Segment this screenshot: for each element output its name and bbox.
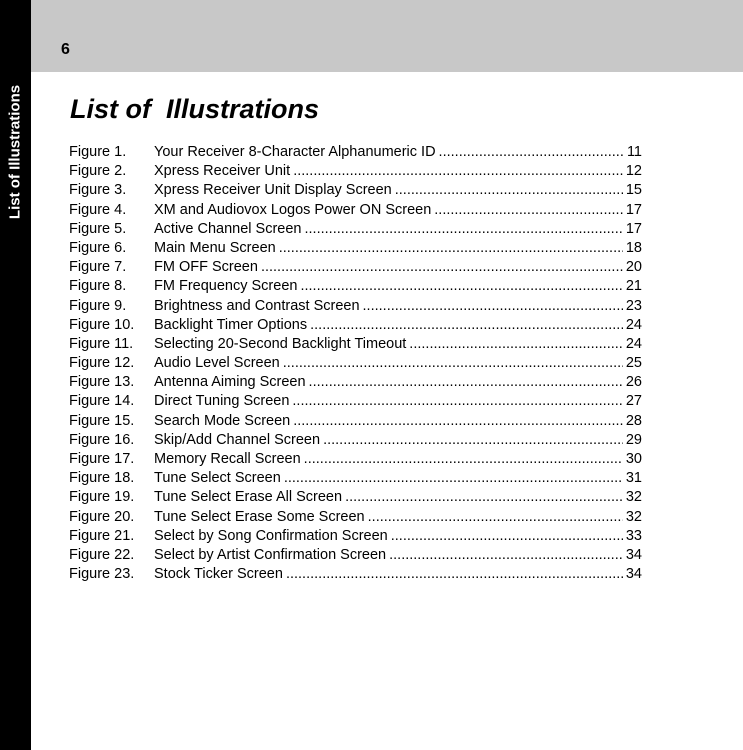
figure-page: 32 — [625, 508, 642, 525]
figure-page: 25 — [625, 355, 642, 372]
toc-entry[interactable] — [69, 508, 642, 527]
dot-leader — [283, 354, 623, 373]
figure-number: Figure 1. — [69, 144, 127, 160]
figure-title: Brightness and Contrast Screen — [154, 297, 360, 314]
toc-entry[interactable] — [69, 239, 642, 258]
toc-entry[interactable] — [69, 373, 642, 392]
dot-leader — [293, 412, 623, 431]
dot-leader — [304, 450, 623, 469]
figure-page: 18 — [625, 239, 642, 256]
side-section-label: List of Illustrations — [6, 84, 24, 220]
figure-title: Antenna Aiming Screen — [154, 374, 306, 391]
toc-entry[interactable] — [69, 181, 642, 200]
figure-title: Active Channel Screen — [154, 220, 302, 237]
figure-number: Figure 21. — [69, 527, 135, 544]
figure-title: Stock Ticker Screen — [154, 566, 283, 583]
toc-entry[interactable] — [69, 143, 642, 162]
toc-entry[interactable] — [69, 469, 642, 488]
toc-entry[interactable] — [69, 565, 642, 584]
toc-entry[interactable] — [69, 431, 642, 450]
figure-number: Figure 18. — [69, 470, 135, 487]
figure-page: 11 — [626, 144, 642, 160]
dot-leader — [363, 297, 623, 316]
figure-number: Figure 9. — [69, 297, 127, 314]
figure-page: 34 — [625, 566, 642, 583]
figure-page: 27 — [625, 393, 642, 410]
dot-leader — [395, 181, 623, 200]
figure-number: Figure 3. — [69, 182, 127, 199]
dot-leader — [368, 508, 623, 527]
dot-leader — [293, 162, 623, 181]
figure-number: Figure 16. — [69, 431, 135, 448]
figure-title: Search Mode Screen — [154, 412, 291, 429]
figure-title: Xpress Receiver Unit Display Screen — [154, 182, 392, 199]
toc-entry[interactable] — [69, 488, 642, 507]
figure-page: 17 — [625, 220, 642, 237]
dot-leader — [323, 431, 623, 450]
figure-number: Figure 15. — [69, 412, 135, 429]
toc-entry[interactable] — [69, 354, 642, 373]
page-title: List of Illustrations — [70, 94, 320, 124]
figure-number: Figure 20. — [69, 508, 135, 525]
figure-title: Skip/Add Channel Screen — [154, 431, 321, 448]
figure-title: Tune Select Erase Some Screen — [154, 508, 365, 525]
figure-number: Figure 6. — [69, 239, 127, 256]
figure-number: Figure 4. — [69, 201, 127, 218]
figure-number: Figure 23. — [69, 566, 135, 583]
figure-title: FM OFF Screen — [154, 259, 258, 276]
figure-number: Figure 19. — [69, 489, 135, 506]
toc-entry[interactable] — [69, 335, 642, 354]
page-number: 6 — [61, 41, 70, 58]
figure-title: Memory Recall Screen — [154, 451, 301, 467]
toc-entry[interactable] — [69, 258, 642, 277]
dot-leader — [310, 316, 623, 335]
figure-title: Xpress Receiver Unit — [154, 163, 291, 180]
page-header — [31, 0, 743, 72]
dot-leader — [309, 373, 623, 392]
figure-title: XM and Audiovox Logos Power ON Screen — [154, 201, 432, 218]
toc-entry[interactable] — [69, 412, 642, 431]
dot-leader — [391, 527, 623, 546]
dot-leader — [409, 335, 623, 354]
figure-title: Backlight Timer Options — [154, 316, 308, 333]
toc-entry[interactable] — [69, 527, 642, 546]
figure-page: 34 — [625, 546, 642, 563]
figure-title: FM Frequency Screen — [154, 278, 298, 295]
toc-entry[interactable] — [69, 392, 642, 411]
figure-title: Tune Select Erase All Screen — [154, 489, 343, 506]
figure-title: Direct Tuning Screen — [154, 393, 290, 410]
figure-number: Figure 8. — [69, 278, 127, 295]
figure-number: Figure 22. — [69, 546, 135, 563]
dot-leader — [300, 277, 622, 296]
figure-number: Figure 11. — [69, 335, 134, 352]
figure-page: 33 — [625, 527, 642, 544]
figure-title: Your Receiver 8-Character Alphanumeric ID — [154, 144, 436, 160]
figure-number: Figure 13. — [69, 374, 135, 391]
figure-title: Selecting 20-Second Backlight Timeout — [154, 335, 407, 352]
dot-leader — [305, 220, 623, 239]
dot-leader — [345, 488, 623, 507]
dot-leader — [434, 201, 623, 220]
toc-entry[interactable] — [69, 450, 642, 469]
dot-leader — [261, 258, 623, 277]
toc-entry[interactable] — [69, 316, 642, 335]
figure-page: 24 — [625, 316, 642, 333]
figure-page: 31 — [625, 470, 642, 487]
figure-title: Tune Select Screen — [154, 470, 281, 487]
figure-page: 21 — [625, 278, 642, 295]
dot-leader — [439, 143, 624, 162]
figure-page: 24 — [625, 335, 642, 352]
dot-leader — [279, 239, 623, 258]
illustrations-list — [69, 143, 642, 584]
figure-title: Audio Level Screen — [154, 355, 280, 372]
figure-page: 12 — [625, 163, 642, 180]
dot-leader — [284, 469, 623, 488]
figure-number: Figure 10. — [69, 316, 135, 333]
figure-page: 30 — [625, 451, 642, 467]
figure-number: Figure 2. — [69, 163, 127, 180]
side-section-tab — [0, 0, 31, 750]
toc-entry[interactable] — [69, 201, 642, 220]
figure-number: Figure 5. — [69, 220, 127, 237]
figure-title: Main Menu Screen — [154, 239, 276, 256]
figure-page: 29 — [625, 431, 642, 448]
dot-leader — [389, 546, 623, 565]
figure-title: Select by Song Confirmation Screen — [154, 527, 388, 544]
toc-entry[interactable] — [69, 546, 642, 565]
figure-number: Figure 17. — [69, 451, 135, 467]
figure-page: 20 — [625, 259, 642, 276]
figure-number: Figure 12. — [69, 355, 135, 372]
figure-page: 15 — [625, 182, 642, 199]
figure-number: Figure 7. — [69, 259, 127, 276]
figure-number: Figure 14. — [69, 393, 135, 410]
figure-page: 28 — [625, 412, 642, 429]
figure-title: Select by Artist Confirmation Screen — [154, 546, 387, 563]
toc-entry[interactable] — [69, 277, 642, 296]
figure-page: 26 — [625, 374, 642, 391]
toc-entry[interactable] — [69, 297, 642, 316]
toc-entry[interactable] — [69, 220, 642, 239]
figure-page: 17 — [625, 201, 642, 218]
toc-entry[interactable] — [69, 162, 642, 181]
figure-page: 23 — [625, 297, 642, 314]
dot-leader — [286, 565, 623, 584]
dot-leader — [292, 392, 622, 411]
figure-page: 32 — [625, 489, 642, 506]
